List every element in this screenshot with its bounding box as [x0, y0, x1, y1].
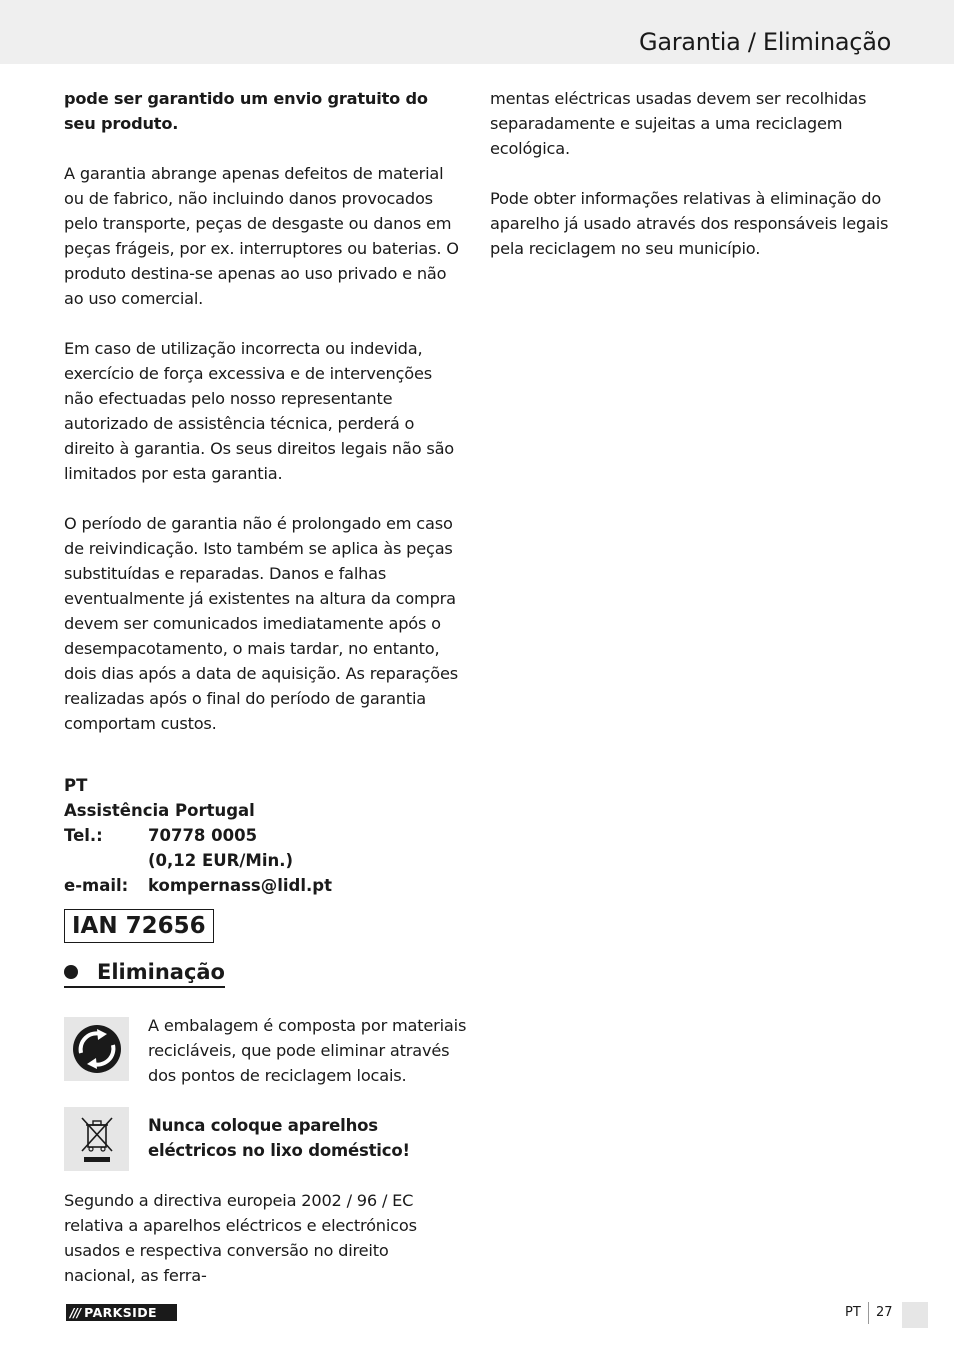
email-address[interactable]: kompernass@lidl.pt — [148, 876, 332, 895]
warranty-misuse-paragraph: Em caso de utilização incorrecta ou indevida, exercício de força excessiva e de intervenções não efectuadas pelo nosso representante autorizado de assistência técnica, perderá o direito à garantia. Os seus direitos legais não são limitados por esta garantia. — [64, 339, 454, 483]
crossed-out-bin-icon — [64, 1107, 129, 1171]
page-tab-marker — [902, 1302, 928, 1328]
contact-country: PT — [64, 776, 88, 795]
tel-label: Tel.: — [64, 826, 103, 845]
logo-slashes: /// — [70, 1305, 81, 1320]
directive-paragraph: Segundo a directiva europeia 2002 / 96 / EC relativa a aparelhos eléctricos e electrónicos usados e respectiva conversão no direito nacional, as ferra- — [64, 1191, 417, 1285]
disposal-title: Eliminação — [97, 960, 225, 984]
page-title: Garantia / Eliminação — [639, 28, 891, 56]
footer-language: PT — [845, 1305, 861, 1320]
email-label: e-mail: — [64, 876, 129, 895]
page-number: 27 — [876, 1305, 893, 1320]
contact-email-row — [64, 873, 464, 898]
ian-number-box: IAN 72656 — [64, 909, 214, 943]
tel-number[interactable]: 70778 0005 — [148, 826, 258, 845]
logo-text: PARKSIDE — [84, 1305, 157, 1320]
left-column — [64, 86, 464, 943]
right-column — [490, 86, 890, 286]
warranty-period-paragraph: O período de garantia não é prolongado em caso de reivindicação. Isto também se aplica às peças substituídas e reparadas. Danos e falhas eventualmente já existentes na altura da compra devem ser comunicados imediatamente após o desempacotamento, o mais tardar, no entanto, dois dias após a data de aquisição. As reparações realizadas após o final do período de garantia comportam custos. — [64, 514, 458, 733]
disposal-info-paragraph: Pode obter informações relativas à eliminação do aparelho já usado através dos responsáveis legais pela reciclagem no seu município. — [490, 189, 889, 258]
contact-rate-row — [64, 848, 464, 873]
bullet-icon — [64, 965, 78, 979]
green-dot-recycle-icon — [64, 1017, 129, 1081]
contact-tel-row — [64, 823, 464, 848]
packaging-recycling-text: A embalagem é composta por materiais recicláveis, que pode eliminar através dos pontos de reciclagem locais. — [148, 1016, 467, 1085]
free-shipping-paragraph: pode ser garantido um envio gratuito do seu produto. — [64, 89, 428, 133]
warranty-scope-paragraph: A garantia abrange apenas defeitos de material ou de fabrico, não incluindo danos provocados pelo transporte, peças de desgaste ou danos em peças frágeis, por ex. interruptores ou baterias. O produto destina-se apenas ao uso privado e não ao uso comercial. — [64, 164, 459, 308]
separate-collection-paragraph: mentas eléctricas usadas devem ser recolhidas separadamente e sujeitas a uma reciclagem ecológica. — [490, 89, 867, 158]
parkside-logo — [66, 1304, 177, 1321]
disposal-heading — [64, 960, 225, 988]
tel-rate: (0,12 EUR/Min.) — [148, 851, 294, 870]
service-contact — [64, 773, 464, 943]
no-household-waste-warning: Nunca coloque aparelhos eléctricos no lixo doméstico! — [148, 1116, 410, 1160]
contact-service-name: Assistência Portugal — [64, 801, 255, 820]
footer-divider — [868, 1302, 869, 1324]
